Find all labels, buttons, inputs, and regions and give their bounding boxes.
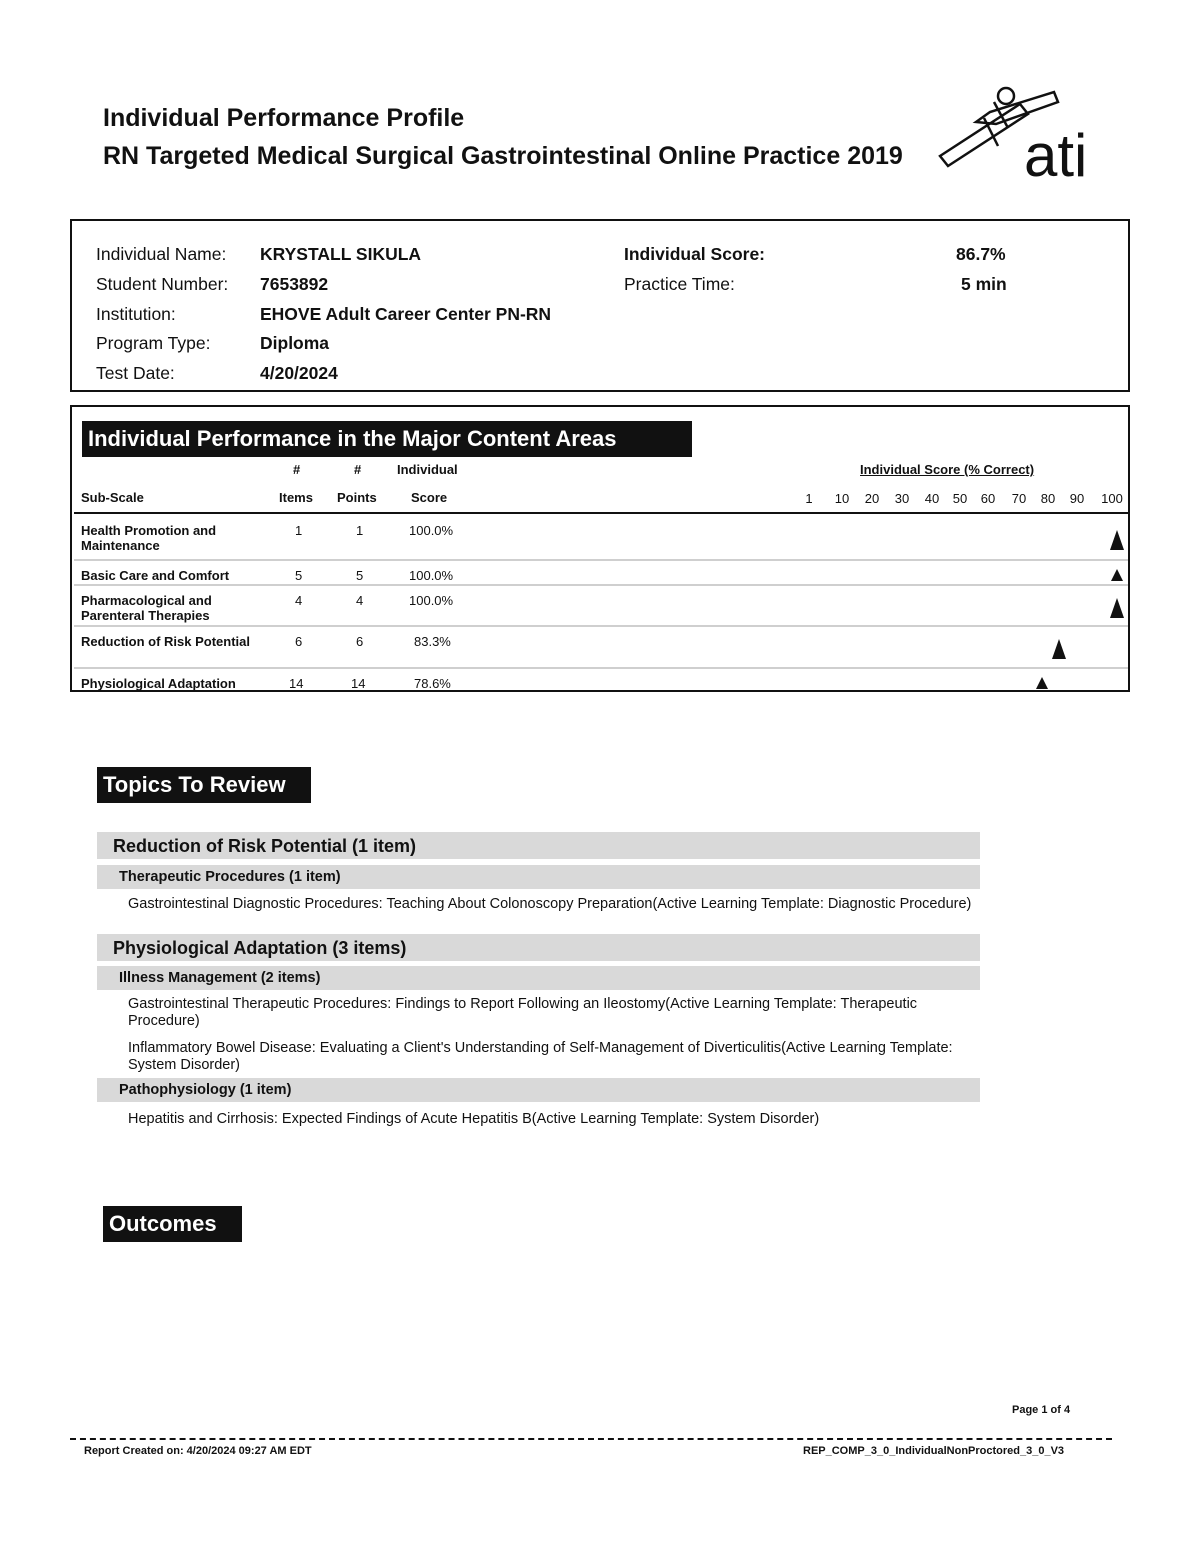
- points-count: 4: [356, 593, 364, 608]
- subscale-header: Sub-Scale: [81, 490, 144, 505]
- name-label: Individual Name:: [96, 244, 227, 264]
- logo-head: [998, 88, 1014, 104]
- number-label: Student Number:: [96, 274, 229, 294]
- topic-subgroup-illness: Illness Management (2 items): [97, 966, 980, 990]
- item-count: 14: [289, 676, 304, 691]
- score-marker: [1110, 598, 1124, 618]
- score-value: 100.0%: [409, 523, 454, 538]
- topic-subgroup-pathophysiology: Pathophysiology (1 item): [97, 1078, 980, 1102]
- item-count: 1: [295, 523, 303, 538]
- scale-tick: 30: [894, 491, 910, 506]
- points-count: 14: [351, 676, 366, 691]
- time-label: Practice Time:: [624, 274, 735, 294]
- score-marker: [1052, 639, 1066, 659]
- report-title: Individual Performance Profile: [103, 104, 465, 132]
- scale-tick: 1: [805, 491, 813, 506]
- scale-tick: 10: [834, 491, 850, 506]
- score-marker: [1110, 530, 1124, 550]
- scale-tick: 70: [1011, 491, 1027, 506]
- student-name: KRYSTALL SIKULA: [260, 244, 422, 264]
- scale-tick: 40: [924, 491, 940, 506]
- institution-value: EHOVE Adult Career Center PN-RN: [260, 304, 552, 324]
- subscale-name: Basic Care and Comfort: [81, 568, 230, 583]
- performance-heading: Individual Performance in the Major Content Areas: [82, 421, 692, 457]
- chart-title: Individual Score (% Correct): [860, 462, 1035, 477]
- scale-tick: 50: [952, 491, 968, 506]
- scale-tick: 90: [1069, 491, 1085, 506]
- performance-box: [70, 405, 1130, 692]
- scale-tick: 20: [864, 491, 880, 506]
- score-marker: [1111, 569, 1123, 581]
- ati-logo: [936, 84, 1106, 184]
- test-title: RN Targeted Medical Surgical Gastrointestinal Online Practice 2019: [103, 142, 903, 170]
- points-header: Points: [337, 490, 377, 505]
- points-count: 6: [356, 634, 364, 649]
- topic-item: Hepatitis and Cirrhosis: Expected Findings of Acute Hepatitis B(Active Learning Template: System Disorder): [128, 1111, 820, 1127]
- report-created: Report Created on: 4/20/2024 09:27 AM EDT: [84, 1445, 312, 1457]
- topic-group-risk: Reduction of Risk Potential (1 item): [97, 832, 980, 859]
- points-hash: #: [354, 462, 362, 477]
- individual-score: 86.7%: [956, 244, 1006, 264]
- page-number: Page 1 of 4: [1012, 1404, 1071, 1416]
- student-number: 7653892: [260, 274, 329, 294]
- report-id: REP_COMP_3_0_IndividualNonProctored_3_0_V3: [803, 1445, 1065, 1457]
- institution-label: Institution:: [96, 304, 176, 324]
- items-hash: #: [293, 462, 301, 477]
- date-label: Test Date:: [96, 363, 175, 383]
- scale-tick: 60: [980, 491, 996, 506]
- individual-header: Individual: [397, 462, 458, 477]
- row-divider: [74, 584, 1128, 586]
- student-info-box: [70, 219, 1130, 392]
- score-value: 78.6%: [414, 676, 451, 691]
- score-marker: [1036, 677, 1048, 689]
- outcomes-heading: Outcomes: [103, 1206, 242, 1242]
- row-divider: [74, 625, 1128, 627]
- scale-tick: 80: [1040, 491, 1056, 506]
- program-label: Program Type:: [96, 333, 211, 353]
- logo-stroke-long: [940, 104, 1028, 166]
- logo-stroke-upper: [976, 92, 1058, 124]
- points-count: 5: [356, 568, 364, 583]
- logo-text: ati: [1024, 122, 1088, 184]
- score-label: Individual Score:: [624, 244, 765, 264]
- item-count: 5: [295, 568, 303, 583]
- score-value: 100.0%: [409, 593, 454, 608]
- subscale-name: Physiological Adaptation: [81, 676, 236, 691]
- topic-item: Gastrointestinal Therapeutic Procedures: Findings to Report Following an Ileostomy(Active Learning Template: Therapeutic Procedure): [128, 996, 918, 1029]
- header-rule: [74, 512, 1128, 514]
- subscale-name: Health Promotion and Maintenance: [81, 523, 217, 553]
- score-header: Score: [411, 490, 448, 505]
- footer-divider: [70, 1438, 1112, 1440]
- item-count: 4: [295, 593, 303, 608]
- row-divider: [74, 667, 1128, 669]
- topics-heading: Topics To Review: [97, 767, 311, 803]
- score-value: 100.0%: [409, 568, 454, 583]
- topic-item: Inflammatory Bowel Disease: Evaluating a Client's Understanding of Self-Management of Diverticulitis(Active Learning Template: System Disorder): [128, 1040, 953, 1073]
- points-count: 1: [356, 523, 364, 538]
- topic-item: Gastrointestinal Diagnostic Procedures: Teaching About Colonoscopy Preparation(Active Learning Template: Diagnostic Procedure): [128, 896, 972, 912]
- test-date: 4/20/2024: [260, 363, 338, 383]
- subscale-name: Reduction of Risk Potential: [81, 634, 251, 649]
- scale-tick: 100: [1101, 491, 1123, 506]
- score-value: 83.3%: [414, 634, 451, 649]
- row-divider: [74, 559, 1128, 561]
- item-count: 6: [295, 634, 303, 649]
- items-header: Items: [279, 490, 313, 505]
- topic-subgroup-therapeutic: Therapeutic Procedures (1 item): [97, 865, 980, 889]
- program-value: Diploma: [260, 333, 330, 353]
- subscale-name: Pharmacological and Parenteral Therapies: [81, 593, 212, 623]
- practice-time: 5 min: [961, 274, 1007, 294]
- topic-group-physiological: Physiological Adaptation (3 items): [97, 934, 980, 961]
